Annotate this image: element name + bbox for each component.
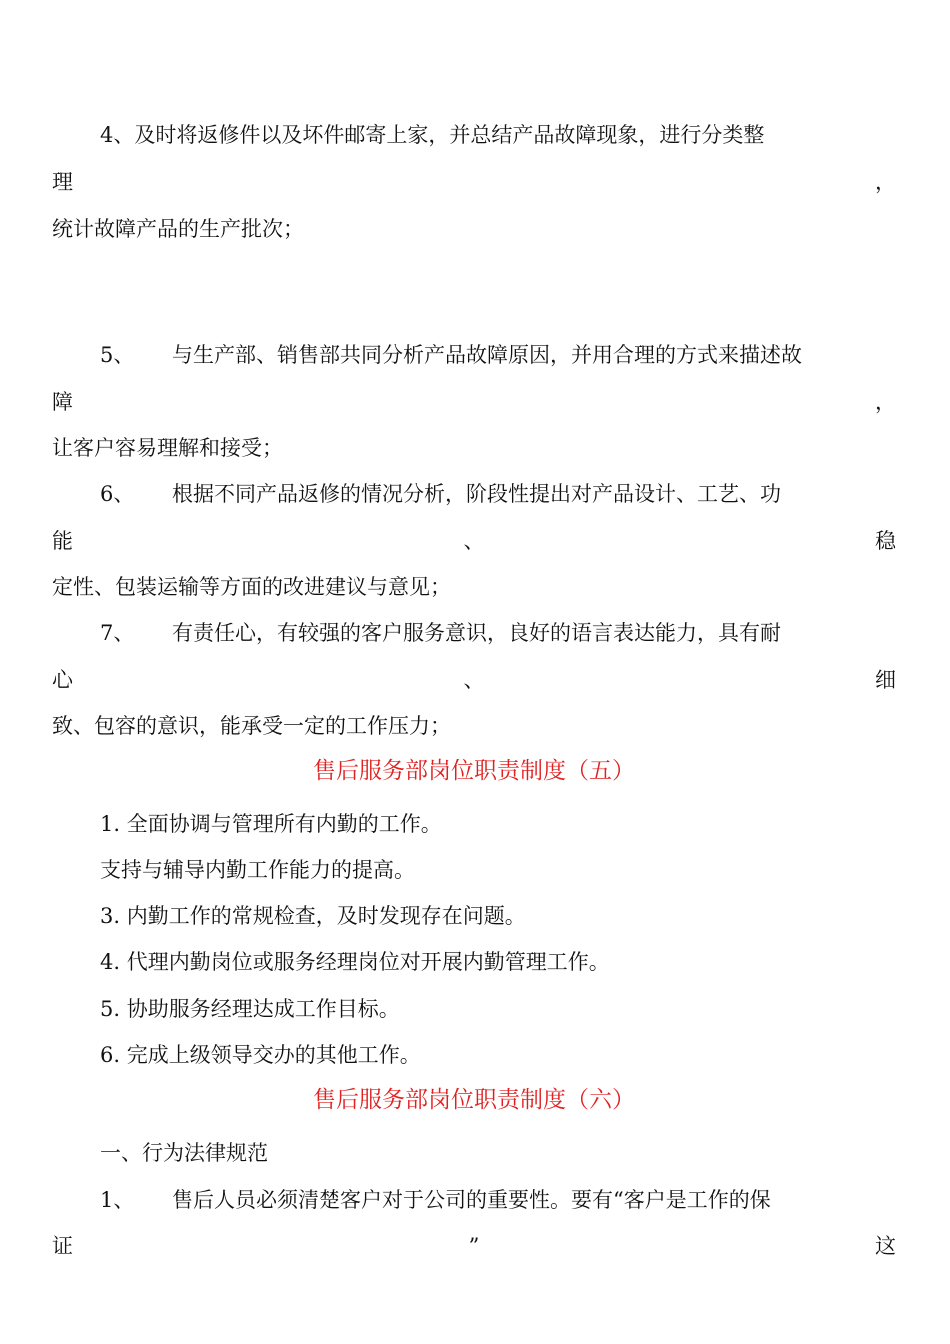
section6-item1-line2-left: 证 [52, 1234, 73, 1258]
item6-line3: 定性、包装运输等方面的改进建议与意见； [52, 575, 451, 599]
item7-line2-mid: 、 [463, 668, 485, 692]
item6-line2-mid: 、 [463, 529, 485, 553]
item5-text: 与生产部、销售部共同分析产品故障原因，并用合理的方式来描述故 [172, 343, 802, 367]
item6-line2-right: 稳 [875, 529, 896, 553]
item4-line2 [52, 169, 896, 195]
item5-line1 [100, 342, 896, 368]
item4-line1: 4、及时将返修件以及坏件邮寄上家，并总结产品故障现象，进行分类整 [100, 123, 765, 147]
item7-line1 [100, 620, 896, 646]
item5-line3: 让客户容易理解和接受； [52, 436, 283, 460]
item5-line2 [52, 389, 896, 415]
item6-line2 [52, 528, 896, 554]
item7-line3: 致、包容的意识，能承受一定的工作压力； [52, 714, 451, 738]
item6-line1 [100, 481, 896, 507]
item5-number: 5、 [100, 343, 135, 367]
section5-item-2: 支持与辅导内勤工作能力的提高。 [100, 858, 415, 882]
item7-line2 [52, 667, 896, 693]
section6-subheading: 一、行为法律规范 [100, 1141, 268, 1165]
item6-number: 6、 [100, 482, 135, 506]
item5-line2-right: ， [875, 390, 896, 414]
item7-number: 7、 [100, 621, 135, 645]
item4-line3: 统计故障产品的生产批次； [52, 217, 304, 241]
item7-line2-right: 细 [875, 668, 896, 692]
item4-line2-right: ， [875, 170, 896, 194]
item6-text: 根据不同产品返修的情况分析，阶段性提出对产品设计、工艺、功 [172, 482, 781, 506]
item5-line2-left: 障 [52, 390, 73, 414]
item7-line2-left: 心 [52, 668, 73, 692]
section6-item1-line2 [52, 1233, 896, 1259]
item7-text: 有责任心，有较强的客户服务意识，良好的语言表达能力，具有耐 [172, 621, 781, 645]
section6-item1-number: 1、 [100, 1188, 135, 1212]
section6-item1-line1 [100, 1187, 896, 1213]
section6-item1-text: 售后人员必须清楚客户对于公司的重要性。要有“客户是工作的保 [172, 1188, 771, 1212]
section6-title: 售后服务部岗位职责制度（六） [313, 1087, 635, 1113]
section5-item-5: 5. 协助服务经理达成工作目标。 [100, 997, 400, 1021]
section6-item1-line2-mid: ” [468, 1234, 480, 1258]
section5-item-6: 6. 完成上级领导交办的其他工作。 [100, 1043, 421, 1067]
section5-item-1: 1. 全面协调与管理所有内勤的工作。 [100, 812, 442, 836]
item4-line2-left: 理 [52, 170, 73, 194]
section5-item-4: 4. 代理内勤岗位或服务经理岗位对开展内勤管理工作。 [100, 950, 610, 974]
section5-title: 售后服务部岗位职责制度（五） [313, 758, 635, 784]
item6-line2-left: 能 [52, 529, 73, 553]
section5-item-3: 3. 内勤工作的常规检查，及时发现存在问题。 [100, 904, 526, 928]
section6-item1-line2-right: 这 [875, 1234, 896, 1258]
